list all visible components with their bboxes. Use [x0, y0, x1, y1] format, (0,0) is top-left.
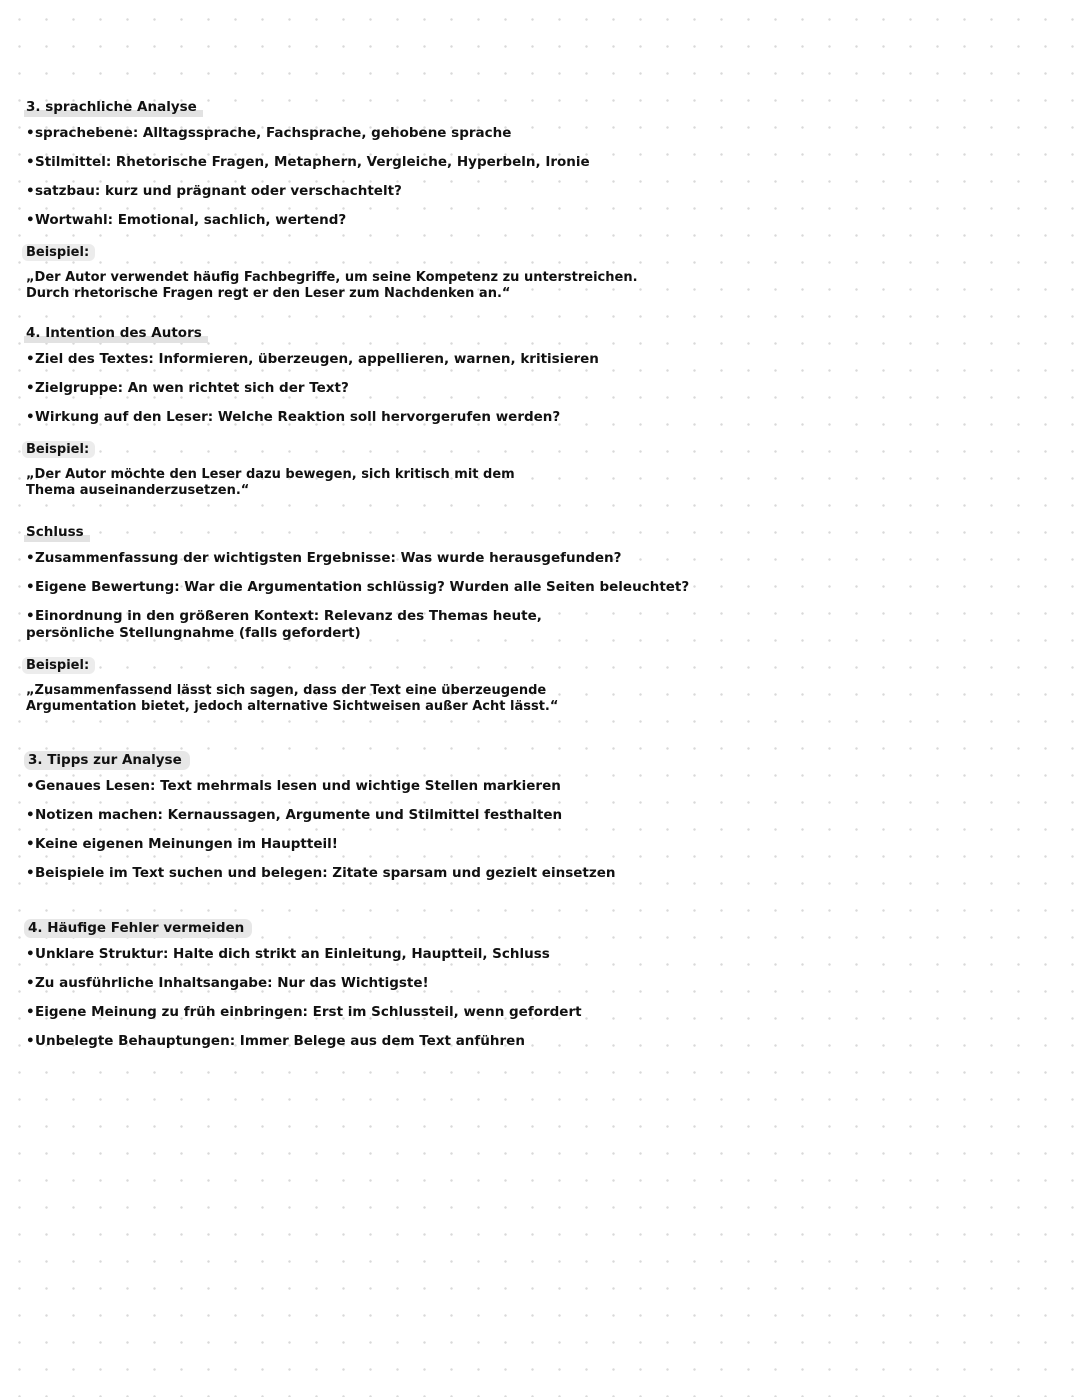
bullet-item: •Wortwahl: Emotional, sachlich, wertend?	[26, 212, 347, 228]
heading-tipps: 3. Tipps zur Analyse	[24, 751, 190, 770]
bullet-item: •Wirkung auf den Leser: Welche Reaktion soll hervorgerufen werden?	[26, 409, 561, 425]
example-label: Beispiel:	[22, 441, 95, 458]
heading-schluss: Schluss	[24, 524, 90, 542]
bullet-item: •satzbau: kurz und prägnant oder verschachtelt?	[26, 183, 402, 199]
bullet-item: •sprachebene: Alltagssprache, Fachsprache, gehobene sprache	[26, 125, 512, 141]
bullet-item: •Eigene Bewertung: War die Argumentation schlüssig? Wurden alle Seiten beleuchtet?	[26, 579, 690, 595]
bullet-item: •Zusammenfassung der wichtigsten Ergebnisse: Was wurde herausgefunden?	[26, 550, 622, 566]
example-label: Beispiel:	[22, 657, 95, 674]
bullet-item: •Zielgruppe: An wen richtet sich der Text?	[26, 380, 349, 396]
bullet-item: •Beispiele im Text suchen und belegen: Zitate sparsam und gezielt einsetzen	[26, 865, 616, 881]
bullet-item: •Unbelegte Behauptungen: Immer Belege aus dem Text anführen	[26, 1033, 525, 1049]
example-quote: „Der Autor verwendet häufig Fachbegriffe, um seine Kompetenz zu unterstreichen. Durch rhetorische Fragen regt er den Leser zum Nachdenken an.“	[26, 270, 638, 301]
bullet-item: •Genaues Lesen: Text mehrmals lesen und wichtige Stellen markieren	[26, 778, 561, 794]
notes-page	[26, 96, 690, 1062]
heading-sprachliche-analyse: 3. sprachliche Analyse	[24, 99, 203, 117]
bullet-item: •Keine eigenen Meinungen im Hauptteil!	[26, 836, 338, 852]
example-label: Beispiel:	[22, 244, 95, 261]
bullet-item: •Ziel des Textes: Informieren, überzeugen, appellieren, warnen, kritisieren	[26, 351, 599, 367]
heading-fehler: 4. Häufige Fehler vermeiden	[24, 919, 252, 938]
example-quote: „Zusammenfassend lässt sich sagen, dass der Text eine überzeugende Argumentation bietet, jedoch alternative Sichtweisen außer Acht lässt.“	[26, 683, 559, 714]
bullet-item: •Zu ausführliche Inhaltsangabe: Nur das Wichtigste!	[26, 975, 429, 991]
bullet-item: •Notizen machen: Kernaussagen, Argumente und Stilmittel festhalten	[26, 807, 563, 823]
bullet-item: •Eigene Meinung zu früh einbringen: Erst im Schlussteil, wenn gefordert	[26, 1004, 582, 1020]
heading-intention: 4. Intention des Autors	[24, 325, 208, 343]
bullet-item: •Einordnung in den größeren Kontext: Relevanz des Themas heute, persönliche Stellungnahme (falls gefordert)	[26, 608, 542, 641]
bullet-item: •Unklare Struktur: Halte dich strikt an Einleitung, Hauptteil, Schluss	[26, 946, 550, 962]
bullet-item: •Stilmittel: Rhetorische Fragen, Metaphern, Vergleiche, Hyperbeln, Ironie	[26, 154, 590, 170]
example-quote: „Der Autor möchte den Leser dazu bewegen, sich kritisch mit dem Thema auseinanderzusetzen.“	[26, 467, 515, 498]
